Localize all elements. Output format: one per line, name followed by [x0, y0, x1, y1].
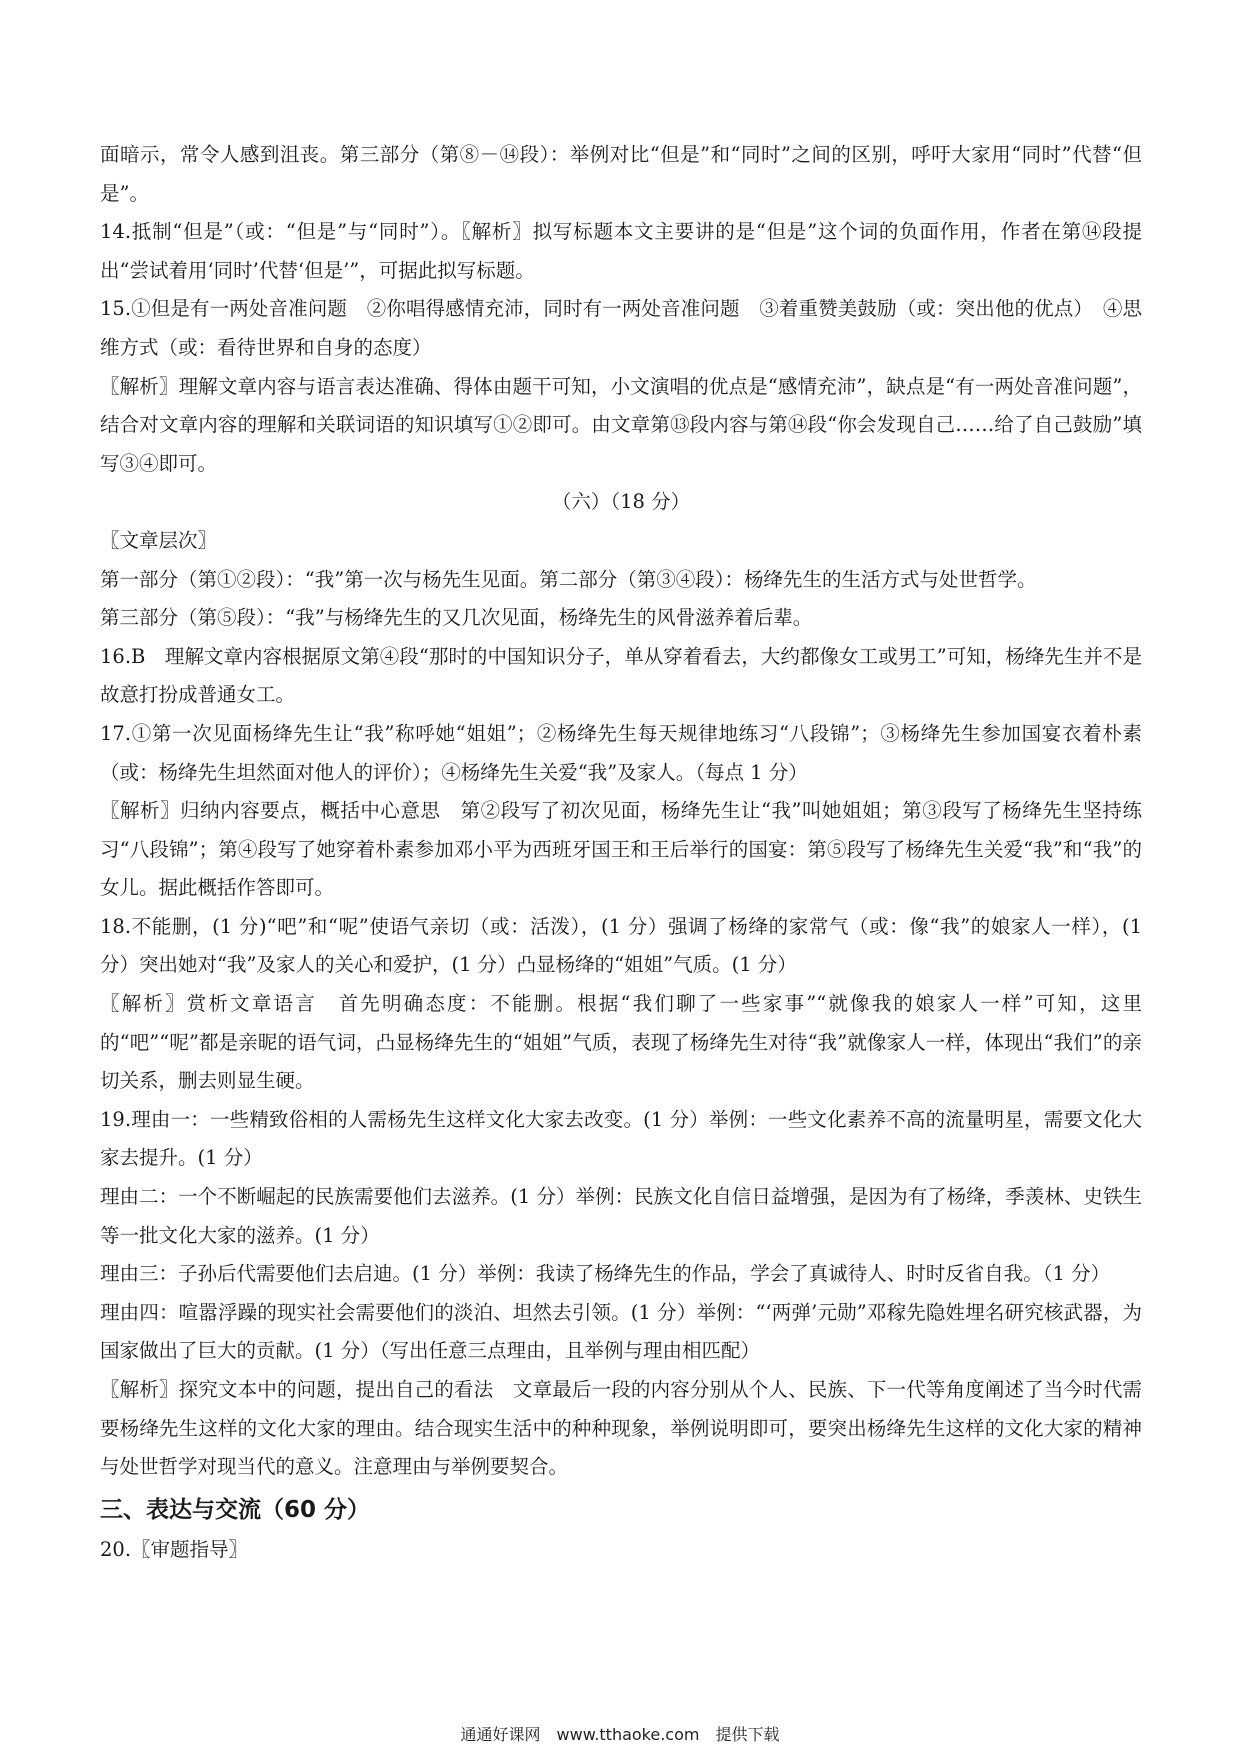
- page-footer: 通通好课网 www.tthaoke.com 提供下载: [460, 1725, 780, 1744]
- answer-17: 17.①第一次见面杨绛先生让“我”称呼她“姐姐”；②杨绛先生每天规律地练习“八段锦”；③杨绛先生参加国宴衣着朴素（或：杨绛先生坦然面对他人的评价）；④杨绛先生关爱“我”及家人。（每点 1 分）: [100, 721, 1142, 784]
- answer-paragraph: 面暗示，常令人感到沮丧。第三部分（第⑧－⑭段）：举例对比“但是”和“同时”之间的区别，呼吁大家用“同时”代替“但是”。: [100, 143, 1142, 205]
- structure-label: 〖文章层次〗: [100, 528, 218, 552]
- section-heading: 三、表达与交流（60 分）: [100, 1496, 371, 1523]
- answer-19-reason-1: 19.理由一：一些精致俗相的人需杨先生这样文化大家去改变。(1 分）举例：一些文化素养不高的流量明星，需要文化大家去提升。(1 分）: [100, 1107, 1142, 1170]
- answer-15: 15.①但是有一两处音准问题 ②你唱得感情充沛，同时有一两处音准问题 ③着重赞美鼓励（或：突出他的优点） ④思维方式（或：看待世界和自身的态度）: [100, 297, 1142, 359]
- answer-18: 18.不能删，(1 分)“吧”和“呢”使语气亲切（或：活泼），(1 分）强调了杨绛的家常气（或：像“我”的娘家人一样），(1 分）突出她对“我”及家人的关心和爱护，(1 分）凸显杨绛的“姐姐”气质。(1 分）: [100, 914, 1142, 977]
- answer-14: 14.抵制“但是”（或：“但是”与“同时”）。〖解析〗拟写标题本文主要讲的是“但是”这个词的负面作用，作者在第⑭段提出“尝试着用‘同时’代替‘但是’”，可据此拟写标题。: [100, 220, 1142, 282]
- structure-part-1-2: 第一部分（第①②段）：“我”第一次与杨先生见面。第二部分（第③④段）：杨绛先生的生活方式与处世哲学。: [100, 567, 1037, 591]
- analysis-19: 〖解析〗探究文本中的问题，提出自己的看法 文章最后一段的内容分别从个人、民族、下一代等角度阐述了当今时代需要杨绛先生这样的文化大家的理由。结合现实生活中的种种现象，举例说明即可，要突出杨绛先生这样的文化大家的精神与处世哲学对现当代的意义。注意理由与举例要契合。: [100, 1378, 1142, 1479]
- answer-19-reason-4: 理由四：喧嚣浮躁的现实社会需要他们的淡泊、坦然去引领。(1 分）举例：“‘两弹’元勋”邓稼先隐姓埋名研究核武器，为国家做出了巨大的贡献。(1 分）（写出任意三点理由，且举例与理由相匹配）: [100, 1300, 1142, 1363]
- answer-19-reason-2: 理由二：一个不断崛起的民族需要他们去滋养。(1 分）举例：民族文化自信日益增强，是因为有了杨绛，季羡林、史铁生等一批文化大家的滋养。(1 分）: [100, 1185, 1142, 1247]
- answer-19-reason-3: 理由三：子孙后代需要他们去启迪。(1 分）举例：我读了杨绛先生的作品，学会了真诚待人、时时反省自我。（1 分）: [100, 1262, 1111, 1286]
- section-six-title: （六）（18 分）: [551, 490, 691, 514]
- answer-16: 16.B 理解文章内容根据原文第④段“那时的中国知识分子，单从穿着看去，大约都像女工或男工”可知，杨绛先生并不是故意打扮成普通女工。: [100, 644, 1142, 707]
- analysis-18: 〖解析〗赏析文章语言 首先明确态度：不能删。根据“我们聊了一些家事”“就像我的娘家人一样”可知，这里的“吧”“呢”都是亲昵的语气词，凸显杨绛先生的“姐姐”气质，表现了杨绛先生对待“我”就像家人一样，体现出“我们”的亲切关系，删去则显生硬。: [100, 992, 1142, 1093]
- analysis-15: 〖解析〗理解文章内容与语言表达准确、得体由题干可知，小文演唱的优点是“感情充沛”，缺点是“有一两处音准问题”，结合对文章内容的理解和关联词语的知识填写①②即可。由文章第⑬段内容与第⑭段“你会发现自己……给了自己鼓励”填写③④即可。: [100, 374, 1142, 475]
- structure-part-3: 第三部分（第⑤段）：“我”与杨绛先生的又几次见面，杨绛先生的风骨滋养着后辈。: [100, 606, 813, 630]
- document-body: [100, 136, 1142, 1569]
- question-20-label: 20.〖审题指导〗: [100, 1537, 249, 1561]
- analysis-17: 〖解析〗归纳内容要点，概括中心意思 第②段写了初次见面，杨绛先生让“我”叫她姐姐；第③段写了杨绛先生坚持练习“八段锦”；第④段写了她穿着朴素参加邓小平为西班牙国王和王后举行的国宴：第⑤段写了杨绛先生关爱“我”和“我”的女儿。据此概括作答即可。: [100, 799, 1142, 900]
